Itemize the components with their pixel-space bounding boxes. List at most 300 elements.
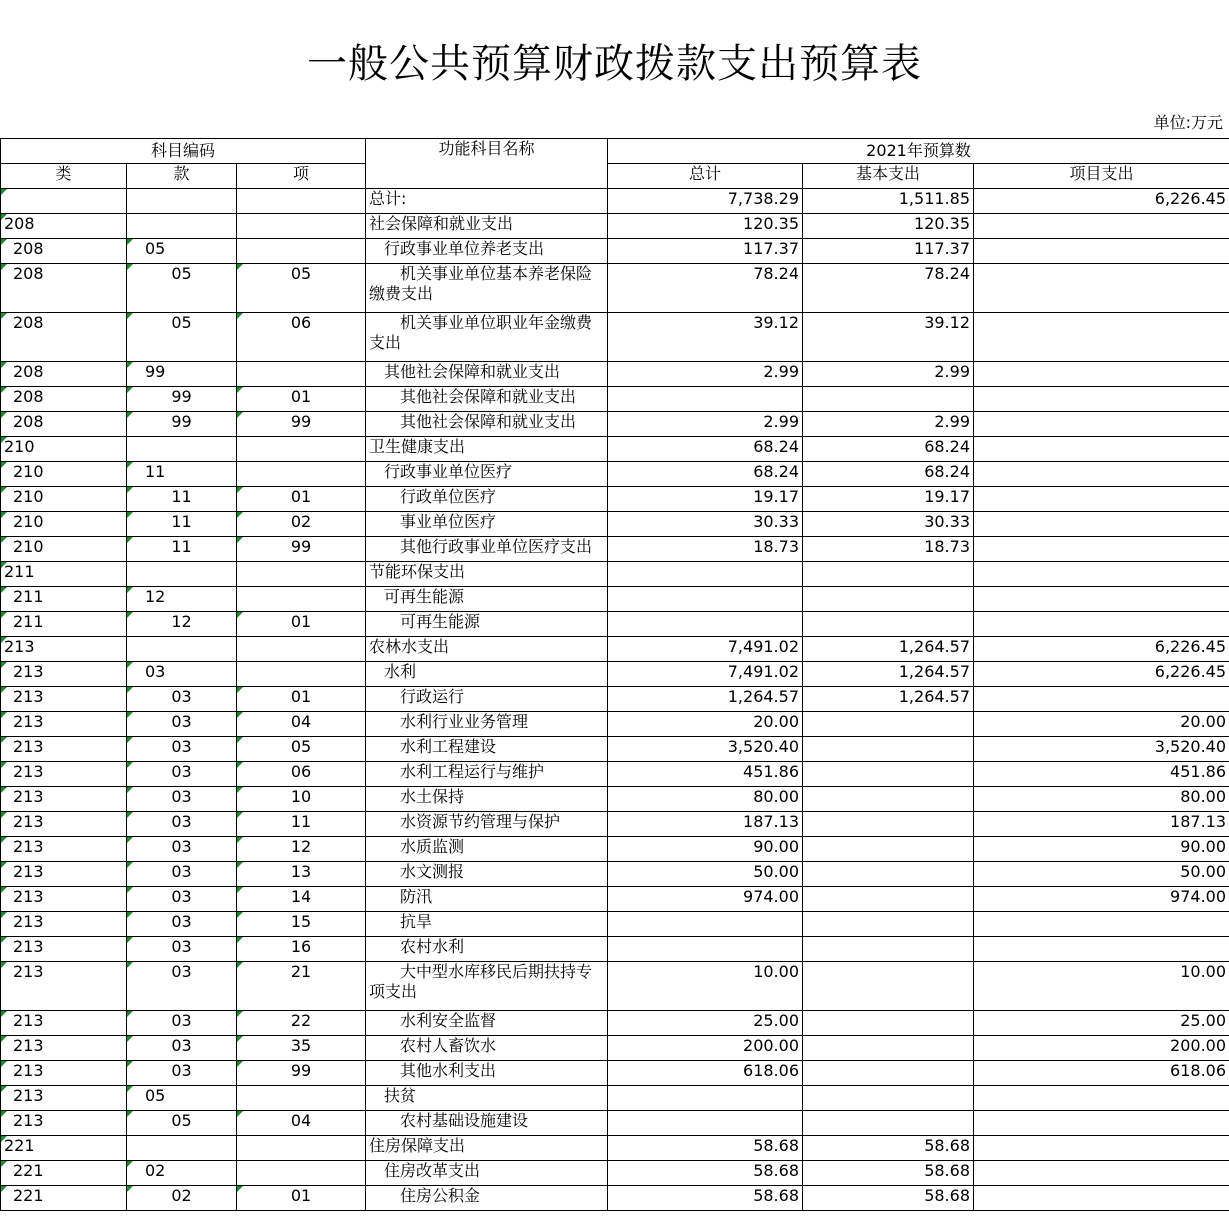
cell-lei: 213: [1, 837, 127, 862]
cell-basic: [803, 1011, 974, 1036]
cell-project: [974, 512, 1229, 537]
cell-xiang: 99: [237, 412, 366, 437]
cell-total: 187.13: [608, 812, 803, 837]
cell-kuan: [127, 562, 237, 587]
cell-xiang: [237, 1161, 366, 1186]
cell-xiang: 05: [237, 264, 366, 313]
cell-kuan: 03: [127, 837, 237, 862]
table-row: [1, 189, 1229, 214]
cell-lei: 213: [1, 1111, 127, 1136]
cell-lei: 213: [1, 637, 127, 662]
cell-project: [974, 612, 1229, 637]
header-name-col: 功能科目名称: [366, 139, 608, 189]
cell-kuan: 03: [127, 887, 237, 912]
cell-xiang: [237, 637, 366, 662]
cell-project: 80.00: [974, 787, 1229, 812]
cell-name: 其他水利支出: [366, 1061, 608, 1086]
cell-lei: 213: [1, 1036, 127, 1061]
cell-project: 187.13: [974, 812, 1229, 837]
table-row: [1, 1061, 1229, 1086]
cell-kuan: 03: [127, 1036, 237, 1061]
cell-xiang: [237, 1086, 366, 1111]
cell-kuan: [127, 214, 237, 239]
cell-name: 可再生能源: [366, 612, 608, 637]
cell-basic: [803, 837, 974, 862]
cell-xiang: 01: [237, 687, 366, 712]
cell-kuan: 11: [127, 537, 237, 562]
cell-name: 其他社会保障和就业支出: [366, 362, 608, 387]
cell-project: [974, 214, 1229, 239]
header-lei: 类: [1, 164, 127, 189]
cell-xiang: 10: [237, 787, 366, 812]
table-row: [1, 837, 1229, 862]
page-title: 一般公共预算财政拨款支出预算表: [307, 41, 922, 87]
cell-basic: [803, 1061, 974, 1086]
cell-total: 7,491.02: [608, 662, 803, 687]
table-row: [1, 462, 1229, 487]
cell-basic: [803, 712, 974, 737]
cell-project: [974, 437, 1229, 462]
cell-basic: 2.99: [803, 362, 974, 387]
cell-project: 90.00: [974, 837, 1229, 862]
cell-total: 68.24: [608, 437, 803, 462]
cell-total: 20.00: [608, 712, 803, 737]
cell-basic: [803, 937, 974, 962]
cell-total: 200.00: [608, 1036, 803, 1061]
cell-basic: [803, 1111, 974, 1136]
cell-total: 1,264.57: [608, 687, 803, 712]
cell-basic: 19.17: [803, 487, 974, 512]
table-row: [1, 912, 1229, 937]
cell-xiang: 21: [237, 962, 366, 1011]
cell-basic: [803, 1086, 974, 1111]
cell-project: [974, 537, 1229, 562]
table-row: [1, 1036, 1229, 1061]
cell-xiang: [237, 362, 366, 387]
cell-project: [974, 387, 1229, 412]
cell-name: 总计:: [366, 189, 608, 214]
cell-kuan: 11: [127, 512, 237, 537]
cell-total: 80.00: [608, 787, 803, 812]
cell-lei: 213: [1, 737, 127, 762]
cell-total: [608, 612, 803, 637]
cell-total: 25.00: [608, 1011, 803, 1036]
cell-name: 行政事业单位医疗: [366, 462, 608, 487]
table-row: [1, 712, 1229, 737]
cell-name: 事业单位医疗: [366, 512, 608, 537]
cell-total: [608, 912, 803, 937]
cell-total: 3,520.40: [608, 737, 803, 762]
cell-kuan: 03: [127, 812, 237, 837]
table-row: [1, 214, 1229, 239]
table-row: [1, 862, 1229, 887]
cell-project: 6,226.45: [974, 662, 1229, 687]
cell-name: 其他社会保障和就业支出: [366, 412, 608, 437]
header-row-2: [1, 164, 1229, 189]
budget-table: [0, 138, 1229, 1211]
cell-lei: 213: [1, 1061, 127, 1086]
cell-lei: 211: [1, 612, 127, 637]
cell-lei: 208: [1, 264, 127, 313]
cell-kuan: 03: [127, 662, 237, 687]
cell-lei: 211: [1, 587, 127, 612]
cell-kuan: 99: [127, 362, 237, 387]
cell-xiang: 01: [237, 1186, 366, 1211]
cell-project: [974, 1161, 1229, 1186]
cell-basic: 58.68: [803, 1161, 974, 1186]
cell-name: 扶贫: [366, 1086, 608, 1111]
table-row: [1, 437, 1229, 462]
cell-name: 抗旱: [366, 912, 608, 937]
cell-total: 30.33: [608, 512, 803, 537]
cell-project: 451.86: [974, 762, 1229, 787]
table-row: [1, 612, 1229, 637]
cell-xiang: [237, 662, 366, 687]
cell-kuan: 03: [127, 912, 237, 937]
cell-name: 住房公积金: [366, 1186, 608, 1211]
cell-total: 7,491.02: [608, 637, 803, 662]
cell-total: 78.24: [608, 264, 803, 313]
cell-lei: 213: [1, 962, 127, 1011]
cell-basic: 120.35: [803, 214, 974, 239]
cell-project: 974.00: [974, 887, 1229, 912]
cell-kuan: 11: [127, 487, 237, 512]
table-row: [1, 1186, 1229, 1211]
cell-lei: 210: [1, 462, 127, 487]
cell-project: [974, 239, 1229, 264]
cell-xiang: 01: [237, 487, 366, 512]
cell-lei: 208: [1, 387, 127, 412]
cell-xiang: 16: [237, 937, 366, 962]
cell-name: 水资源节约管理与保护: [366, 812, 608, 837]
cell-name: 水利行业业务管理: [366, 712, 608, 737]
cell-xiang: [237, 239, 366, 264]
header-row-1: [1, 139, 1229, 164]
cell-project: [974, 1136, 1229, 1161]
cell-project: 200.00: [974, 1036, 1229, 1061]
cell-basic: 68.24: [803, 462, 974, 487]
cell-total: 974.00: [608, 887, 803, 912]
cell-lei: 213: [1, 812, 127, 837]
cell-total: 10.00: [608, 962, 803, 1011]
cell-xiang: [237, 189, 366, 214]
cell-lei: 213: [1, 762, 127, 787]
cell-project: 618.06: [974, 1061, 1229, 1086]
header-basic: 基本支出: [803, 164, 974, 189]
header-total: 总计: [608, 164, 803, 189]
header-budget-group: 2021年预算数: [608, 139, 1229, 164]
cell-name: 可再生能源: [366, 587, 608, 612]
table-row: [1, 962, 1229, 1011]
cell-name: 行政运行: [366, 687, 608, 712]
cell-lei: 211: [1, 562, 127, 587]
cell-basic: [803, 912, 974, 937]
cell-kuan: 03: [127, 762, 237, 787]
cell-kuan: 99: [127, 387, 237, 412]
table-row: [1, 313, 1229, 362]
cell-kuan: 05: [127, 264, 237, 313]
cell-basic: 39.12: [803, 313, 974, 362]
header-kuan: 款: [127, 164, 237, 189]
cell-kuan: [127, 1136, 237, 1161]
cell-project: [974, 937, 1229, 962]
cell-xiang: 06: [237, 313, 366, 362]
cell-project: 20.00: [974, 712, 1229, 737]
header-project: 项目支出: [974, 164, 1229, 189]
cell-name: 水文测报: [366, 862, 608, 887]
table-row: [1, 387, 1229, 412]
cell-lei: 208: [1, 412, 127, 437]
cell-lei: 213: [1, 662, 127, 687]
cell-project: 6,226.45: [974, 637, 1229, 662]
cell-kuan: 05: [127, 239, 237, 264]
cell-project: 6,226.45: [974, 189, 1229, 214]
cell-total: [608, 1111, 803, 1136]
cell-kuan: 03: [127, 687, 237, 712]
cell-lei: 210: [1, 512, 127, 537]
cell-name: 机关事业单位基本养老保险缴费支出: [366, 264, 608, 313]
cell-xiang: 13: [237, 862, 366, 887]
header-xiang: 项: [237, 164, 366, 189]
cell-xiang: 04: [237, 1111, 366, 1136]
cell-name: 其他行政事业单位医疗支出: [366, 537, 608, 562]
table-row: [1, 737, 1229, 762]
cell-total: 2.99: [608, 362, 803, 387]
cell-basic: 30.33: [803, 512, 974, 537]
cell-lei: 213: [1, 887, 127, 912]
table-row: [1, 662, 1229, 687]
cell-project: [974, 562, 1229, 587]
cell-basic: [803, 862, 974, 887]
cell-total: 19.17: [608, 487, 803, 512]
cell-kuan: [127, 437, 237, 462]
table-row: [1, 512, 1229, 537]
cell-basic: [803, 762, 974, 787]
cell-name: 水利安全监督: [366, 1011, 608, 1036]
cell-lei: 213: [1, 1086, 127, 1111]
cell-xiang: [237, 437, 366, 462]
cell-total: [608, 387, 803, 412]
cell-project: [974, 264, 1229, 313]
cell-kuan: 12: [127, 612, 237, 637]
table-row: [1, 1011, 1229, 1036]
cell-xiang: [237, 562, 366, 587]
cell-kuan: 03: [127, 1061, 237, 1086]
cell-total: 618.06: [608, 1061, 803, 1086]
table-row: [1, 562, 1229, 587]
cell-total: 58.68: [608, 1136, 803, 1161]
cell-name: 水利工程运行与维护: [366, 762, 608, 787]
cell-project: [974, 912, 1229, 937]
cell-kuan: 03: [127, 1011, 237, 1036]
cell-basic: 1,264.57: [803, 637, 974, 662]
table-row: [1, 812, 1229, 837]
unit-label: 单位:万元: [1153, 113, 1223, 132]
cell-total: 58.68: [608, 1161, 803, 1186]
cell-lei: 208: [1, 239, 127, 264]
table-row: [1, 1136, 1229, 1161]
cell-kuan: 03: [127, 962, 237, 1011]
table-row: [1, 587, 1229, 612]
cell-lei: 208: [1, 362, 127, 387]
cell-xiang: 15: [237, 912, 366, 937]
cell-xiang: 35: [237, 1036, 366, 1061]
cell-kuan: 05: [127, 1111, 237, 1136]
cell-xiang: 12: [237, 837, 366, 862]
cell-basic: [803, 387, 974, 412]
cell-name: 水利: [366, 662, 608, 687]
cell-kuan: 03: [127, 787, 237, 812]
cell-project: [974, 1186, 1229, 1211]
cell-name: 节能环保支出: [366, 562, 608, 587]
table-row: [1, 637, 1229, 662]
cell-name: 水利工程建设: [366, 737, 608, 762]
cell-kuan: [127, 637, 237, 662]
cell-lei: 213: [1, 1011, 127, 1036]
cell-kuan: 03: [127, 937, 237, 962]
cell-total: 120.35: [608, 214, 803, 239]
cell-lei: 210: [1, 437, 127, 462]
cell-xiang: 06: [237, 762, 366, 787]
cell-lei: 213: [1, 687, 127, 712]
table-row: [1, 887, 1229, 912]
cell-basic: 68.24: [803, 437, 974, 462]
table-row: [1, 687, 1229, 712]
cell-basic: 117.37: [803, 239, 974, 264]
cell-project: [974, 462, 1229, 487]
table-row: [1, 412, 1229, 437]
cell-lei: 221: [1, 1186, 127, 1211]
cell-project: 10.00: [974, 962, 1229, 1011]
cell-xiang: 22: [237, 1011, 366, 1036]
cell-name: 社会保障和就业支出: [366, 214, 608, 239]
cell-project: [974, 362, 1229, 387]
table-row: [1, 1161, 1229, 1186]
cell-total: 117.37: [608, 239, 803, 264]
cell-project: [974, 1111, 1229, 1136]
cell-total: [608, 937, 803, 962]
cell-lei: 210: [1, 537, 127, 562]
cell-basic: 78.24: [803, 264, 974, 313]
cell-name: 卫生健康支出: [366, 437, 608, 462]
cell-xiang: [237, 587, 366, 612]
cell-lei: 213: [1, 712, 127, 737]
cell-total: 2.99: [608, 412, 803, 437]
cell-xiang: 02: [237, 512, 366, 537]
cell-basic: 1,511.85: [803, 189, 974, 214]
cell-xiang: 01: [237, 612, 366, 637]
cell-xiang: 99: [237, 537, 366, 562]
cell-name: 行政事业单位养老支出: [366, 239, 608, 264]
cell-lei: 213: [1, 937, 127, 962]
cell-total: [608, 1086, 803, 1111]
cell-xiang: [237, 462, 366, 487]
cell-basic: [803, 587, 974, 612]
cell-total: 90.00: [608, 837, 803, 862]
cell-project: [974, 587, 1229, 612]
table-row: [1, 1086, 1229, 1111]
cell-name: 行政单位医疗: [366, 487, 608, 512]
cell-project: 25.00: [974, 1011, 1229, 1036]
cell-kuan: 02: [127, 1186, 237, 1211]
cell-basic: [803, 562, 974, 587]
cell-xiang: 01: [237, 387, 366, 412]
table-row: [1, 487, 1229, 512]
cell-lei: 208: [1, 313, 127, 362]
cell-name: 农村基础设施建设: [366, 1111, 608, 1136]
cell-project: [974, 487, 1229, 512]
cell-project: [974, 687, 1229, 712]
cell-name: 住房改革支出: [366, 1161, 608, 1186]
table-row: [1, 762, 1229, 787]
cell-project: 50.00: [974, 862, 1229, 887]
cell-total: 39.12: [608, 313, 803, 362]
table-row: [1, 1111, 1229, 1136]
cell-lei: 208: [1, 214, 127, 239]
cell-name: 水土保持: [366, 787, 608, 812]
cell-total: 68.24: [608, 462, 803, 487]
cell-kuan: 05: [127, 313, 237, 362]
cell-total: [608, 587, 803, 612]
cell-kuan: 03: [127, 862, 237, 887]
cell-basic: 1,264.57: [803, 662, 974, 687]
cell-basic: [803, 812, 974, 837]
cell-lei: 213: [1, 862, 127, 887]
cell-name: 农村水利: [366, 937, 608, 962]
cell-basic: 18.73: [803, 537, 974, 562]
cell-total: [608, 562, 803, 587]
table-row: [1, 537, 1229, 562]
cell-lei: 221: [1, 1136, 127, 1161]
cell-project: [974, 1086, 1229, 1111]
cell-lei: 210: [1, 487, 127, 512]
table-row: [1, 239, 1229, 264]
cell-kuan: 03: [127, 712, 237, 737]
cell-lei: [1, 189, 127, 214]
cell-kuan: 03: [127, 737, 237, 762]
cell-project: [974, 313, 1229, 362]
header-code-group: 科目编码: [1, 139, 366, 164]
cell-lei: 213: [1, 787, 127, 812]
table-row: [1, 362, 1229, 387]
cell-kuan: 02: [127, 1161, 237, 1186]
cell-basic: 58.68: [803, 1186, 974, 1211]
cell-project: 3,520.40: [974, 737, 1229, 762]
cell-xiang: 04: [237, 712, 366, 737]
cell-lei: 221: [1, 1161, 127, 1186]
cell-name: 农村人畜饮水: [366, 1036, 608, 1061]
cell-total: 7,738.29: [608, 189, 803, 214]
cell-name: 机关事业单位职业年金缴费支出: [366, 313, 608, 362]
cell-lei: 213: [1, 912, 127, 937]
cell-xiang: 11: [237, 812, 366, 837]
cell-basic: 2.99: [803, 412, 974, 437]
cell-name: 大中型水库移民后期扶持专项支出: [366, 962, 608, 1011]
table-row: [1, 787, 1229, 812]
cell-kuan: 11: [127, 462, 237, 487]
cell-kuan: 99: [127, 412, 237, 437]
cell-total: 18.73: [608, 537, 803, 562]
cell-basic: 58.68: [803, 1136, 974, 1161]
table-row: [1, 264, 1229, 313]
cell-basic: [803, 887, 974, 912]
cell-basic: [803, 787, 974, 812]
cell-basic: [803, 1036, 974, 1061]
cell-xiang: [237, 1136, 366, 1161]
cell-basic: [803, 612, 974, 637]
cell-basic: [803, 962, 974, 1011]
cell-kuan: [127, 189, 237, 214]
